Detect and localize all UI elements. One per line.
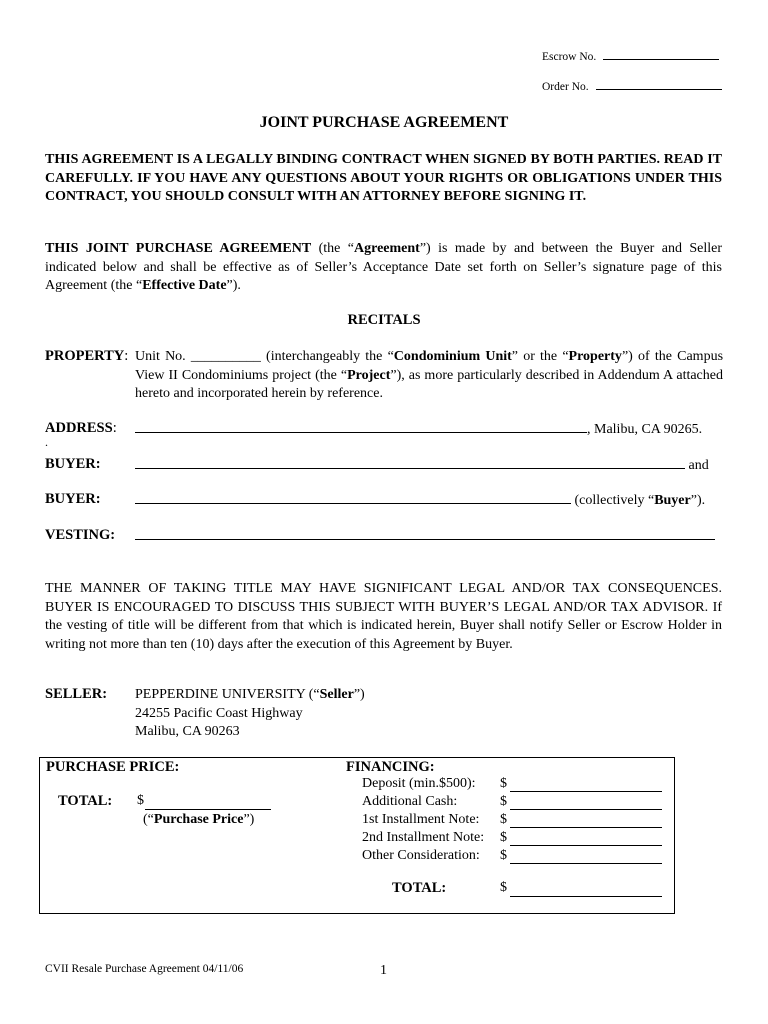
- intro-text-1: (the “: [311, 241, 354, 256]
- property-text-1: Unit No. __________ (interchangeably the “: [135, 349, 394, 364]
- buyer-2-label: BUYER:: [45, 491, 101, 507]
- financing-second-note-label: 2nd Installment Note:: [362, 830, 485, 845]
- financing-additional-cash-blank[interactable]: [510, 796, 662, 810]
- intro-text-3: ”).: [226, 278, 241, 293]
- purchase-total-dollar: $: [137, 793, 144, 808]
- address-suffix: , Malibu, CA 90265.: [587, 422, 703, 437]
- seller-label: SELLER:: [45, 686, 108, 702]
- financing-other-dollar: $: [500, 848, 507, 863]
- purchase-total-blank[interactable]: [145, 796, 271, 810]
- seller-name: [135, 686, 365, 705]
- property-text-2: ” or the “: [511, 349, 569, 364]
- financing-additional-cash-label: Additional Cash:: [362, 794, 458, 809]
- order-number-blank[interactable]: [596, 77, 722, 90]
- address-label-text: ADDRESS: [45, 420, 113, 436]
- intro-effective-date-term: Effective Date: [142, 278, 227, 293]
- property-text-3: ”) of the Campus View II Condominiums project (the “: [135, 349, 724, 383]
- document-title: JOINT PURCHASE AGREEMENT: [259, 114, 509, 131]
- address-label-colon: :: [112, 420, 117, 436]
- property-prop-term: Property: [568, 349, 622, 364]
- purchase-price-caption-post: ”): [243, 812, 255, 827]
- address-field: [135, 420, 702, 438]
- escrow-number-blank[interactable]: [603, 47, 719, 60]
- property-condo-term: Condominium Unit: [393, 349, 512, 364]
- purchase-price-caption: [143, 812, 254, 828]
- escrow-number-field: [542, 47, 719, 63]
- financing-first-note-blank[interactable]: [510, 814, 662, 828]
- financing-total-dollar: $: [500, 880, 507, 895]
- legal-notice: THIS AGREEMENT IS A LEGALLY BINDING CONTRACT WHEN SIGNED BY BOTH PARTIES. READ IT CAREFULLY. IF YOU HAVE ANY QUESTIONS ABOUT YOUR RIGHTS OR OBLIGATIONS UNDER THIS CONTRACT, YOU SHOULD CONSULT WITH AN ATTORNEY BEFORE SIGNING IT.: [45, 152, 722, 204]
- financing-heading: FINANCING:: [346, 759, 435, 775]
- address-label: [45, 420, 117, 437]
- property-description: [135, 348, 723, 404]
- property-label-colon: :: [124, 348, 129, 364]
- footer-document-id: CVII Resale Purchase Agreement 04/11/06: [45, 963, 244, 975]
- financing-first-note-label: 1st Installment Note:: [362, 812, 480, 827]
- financing-first-note-dollar: $: [500, 812, 507, 827]
- buyer-2-field: [135, 491, 705, 509]
- buyer-1-label: BUYER:: [45, 456, 101, 472]
- seller-name-pre: PEPPERDINE UNIVERSITY (“: [135, 687, 320, 702]
- purchase-price-caption-pre: (“: [143, 812, 154, 827]
- intro-paragraph: [45, 240, 722, 296]
- buyer-2-blank[interactable]: [135, 491, 571, 504]
- financing-total-label: TOTAL:: [392, 880, 447, 896]
- buyer-2-suffix-2: ”).: [690, 493, 706, 508]
- seller-name-term: Seller: [319, 687, 354, 702]
- financing-deposit-label: Deposit (min.$500):: [362, 776, 476, 791]
- vesting-label: VESTING:: [45, 527, 116, 543]
- intro-lead: THIS JOINT PURCHASE AGREEMENT: [45, 241, 312, 256]
- intro-agreement-term: Agreement: [354, 241, 420, 256]
- vesting-blank[interactable]: [135, 527, 715, 540]
- property-project-term: Project: [347, 367, 391, 383]
- buyer-1-blank[interactable]: [135, 456, 685, 469]
- title-manner-paragraph: THE MANNER OF TAKING TITLE MAY HAVE SIGNIFICANT LEGAL AND/OR TAX CONSEQUENCES. BUYER IS ENCOURAGED TO DISCUSS THIS SUBJECT WITH BUYER’S LEGAL AND/OR TAX ADVISOR. If the vesting of title will be different from that which is indicated herein, Buyer shall notify Seller or Escrow Holder in writing not more than ten (10) days after the execution of this Agreement by Buyer.: [45, 581, 722, 652]
- order-number-label: Order No.: [542, 81, 589, 93]
- property-label-text: PROPERTY: [45, 348, 125, 364]
- financing-second-note-dollar: $: [500, 830, 507, 845]
- escrow-number-label: Escrow No.: [542, 51, 597, 63]
- seller-city: Malibu, CA 90263: [135, 724, 240, 739]
- property-label: [45, 348, 128, 365]
- purchase-price-heading: PURCHASE PRICE:: [46, 759, 180, 775]
- financing-other-blank[interactable]: [510, 850, 662, 864]
- address-blank[interactable]: [135, 420, 587, 433]
- seller-street: 24255 Pacific Coast Highway: [135, 705, 303, 721]
- seller-info: [135, 686, 365, 742]
- intro-text-2: ”) is made by and between the Buyer and Seller indicated below and shall be effective as of Seller’s Acceptance Date set forth on Seller’s signature page of this Agreement (the “: [45, 241, 722, 293]
- order-number-field: [542, 77, 722, 93]
- buyer-2-term: Buyer: [654, 493, 691, 508]
- financing-deposit-dollar: $: [500, 776, 507, 791]
- purchase-price-box: [39, 757, 675, 914]
- vesting-field: [135, 527, 715, 545]
- financing-second-note-blank[interactable]: [510, 832, 662, 846]
- financing-deposit-blank[interactable]: [510, 778, 662, 792]
- purchase-total-label: TOTAL:: [58, 793, 113, 809]
- seller-name-post: ”): [353, 687, 365, 702]
- buyer-1-suffix: and: [685, 458, 709, 473]
- financing-total-blank[interactable]: [510, 883, 662, 897]
- stray-period: .: [45, 435, 48, 449]
- financing-other-label: Other Consideration:: [362, 848, 480, 863]
- recitals-heading: RECITALS: [347, 312, 421, 328]
- footer-page-number: 1: [380, 963, 387, 978]
- purchase-price-caption-term: Purchase Price: [153, 812, 244, 827]
- buyer-2-suffix-1: (collectively “: [571, 493, 655, 508]
- financing-additional-cash-dollar: $: [500, 794, 507, 809]
- buyer-1-field: [135, 456, 709, 474]
- property-text-4: ”), as more particularly described in Addendum A attached hereto and incorporated herein by reference.: [135, 367, 723, 401]
